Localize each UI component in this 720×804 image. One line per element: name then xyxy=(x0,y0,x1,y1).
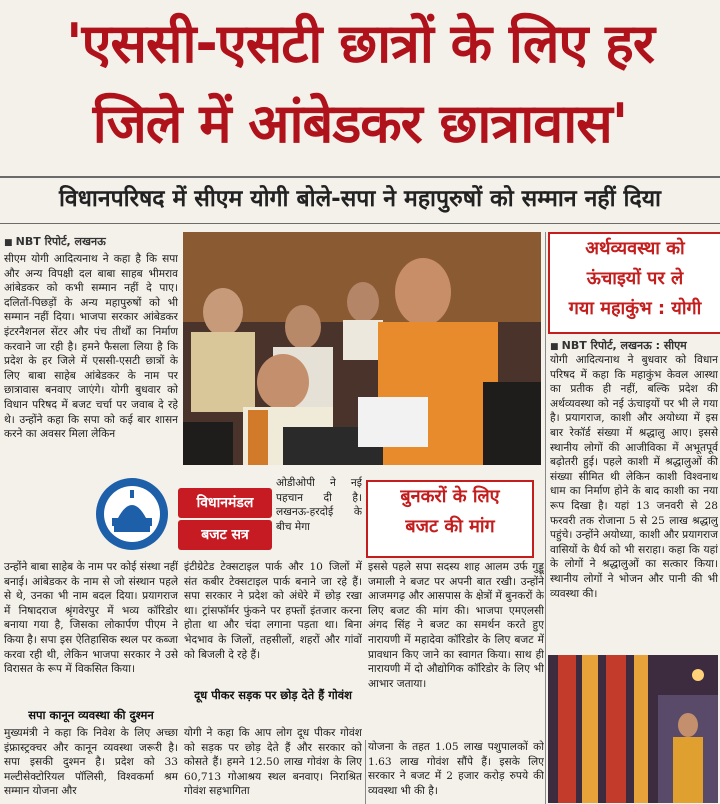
divider xyxy=(545,232,546,804)
article-text: योगी आदित्यनाथ ने बुधवार को विधान परिषद में कहा कि महाकुंभ केवल आस्था का प्रतीक ही नहीं, बल्कि प्रदेश की अर्थव्यवस्था को नई ऊंचाइयों पर भी ले गया है। प्रयागराज, काशी और अयोध्या में इस बार रेकॉर्ड संख्या में श्रद्धालु आए। इससे स्थानीय लोगों की आजीविका में अभूतपूर्व बढ़ोतरी हुई। पहले काशी में श्रद्धालुओं की संख्या सीमित थी लेकिन काशी विश्वनाथ धाम का निर्माण होने के बाद काशी का नया रूप दिखा है। यहां 13 जनवरी से 28 फरवरी तक रोजाना 5 से 25 लाख श्रद्धालु पहुंचे। उन्होंने अयोध्या, काशी और प्रयागराज वासियों के धैर्य को भी सराहा। कहा कि यहां के लोगों ने श्रद्धालुओं का सत्कार किया। स्थानीय लोगों ने भोजन और पानी की भी व्यवस्था की। xyxy=(550,354,718,600)
mahakumbh-illustration xyxy=(548,655,718,803)
sidebar-title-box xyxy=(548,232,720,334)
article-text: योगी ने कहा कि आप लोग दूध पीकर गोवंश को सड़क पर छोड़ देते हैं और सरकार को कोसते हैं। हमने 12.50 लाख गोवंश के लिए 60,713 गोआश्रय स्थल बनवाए। निराश्रित गोवंश सहभागिता xyxy=(184,727,362,798)
divider xyxy=(0,223,720,224)
cm-speaking-illustration xyxy=(183,232,541,465)
article-col1-bottom xyxy=(4,560,178,710)
weavers-title-line-2: बजट की मांग xyxy=(405,516,495,537)
weavers-title-line-1: बुनकरों के लिए xyxy=(400,486,500,507)
cm-speaking-photo xyxy=(183,232,541,465)
article-text: योजना के तहत 1.05 लाख पशुपालकों को 1.63 लाख गोवंश सौंपे हैं। इसके लिए सरकार ने बजट में 2 हजार करोड़ रुपये की व्यवस्था भी की है। xyxy=(368,741,544,797)
divider xyxy=(0,176,720,178)
article-text: मुख्यमंत्री ने कहा कि निवेश के लिए अच्छा इंफ्रास्ट्रक्चर और कानून व्यवस्था जरूरी है। सपा इसकी दुश्मन है। प्रदेश को 33 मल्टीसेक्टोरियल पॉलिसी, विश्वकर्मा श्रम सम्मान योजना और xyxy=(4,727,178,798)
main-byline: ■ NBT रिपोर्ट, लखनऊ xyxy=(4,234,106,249)
article-col1-top xyxy=(4,252,178,474)
headline-line-1: 'एससी-एसटी छात्रों के लिए हर xyxy=(66,12,654,75)
sidebar-body xyxy=(550,353,718,651)
vidhan-sabha-logo xyxy=(92,476,172,552)
headline xyxy=(0,0,720,170)
col1-subhead: सपा कानून व्यवस्था की दुश्मन xyxy=(28,708,154,722)
sidebar-title-line-1: अर्थव्यवस्था को xyxy=(585,238,685,259)
sidebar-title-line-3: गया महाकुंभ : योगी xyxy=(568,298,702,319)
article-text: ओडीओपी ने नई पहचान दी है। लखनऊ-हरदोई के बीच मेगा xyxy=(276,477,362,533)
session-tag-1: विधानमंडल xyxy=(178,488,272,518)
weavers-budget-box xyxy=(366,480,534,558)
headline-line-2: जिले में आंबेडकर छात्रावास' xyxy=(92,92,628,155)
sidebar-byline: ■ NBT रिपोर्ट, लखनऊ : सीएम xyxy=(550,338,687,353)
article-col3-tail xyxy=(368,740,544,804)
article-text: उन्होंने बाबा साहेब के नाम पर कोई संस्था नहीं बनाई। आंबेडकर के नाम से जो संस्थान पहले से थे, उनका भी नाम बदल दिया। प्रयागराज में निषादराज श्रृंगवेरपुर में भव्य कॉरिडोर बनाया गया है, जिसका लोकार्पण पीएम ने किया है। सपा इस ऐतिहासिक स्थल पर कब्जा करवा रही थी, लेकिन भाजपा सरकार ने उसे विरासत के रूप में विकसित किया। xyxy=(4,561,178,676)
sidebar-title-line-2: ऊंचाइयों पर ले xyxy=(586,268,684,289)
mahakumbh-photo xyxy=(548,655,718,803)
col2-subhead: दूध पीकर सड़क पर छोड़ देते हैं गोवंश xyxy=(194,688,352,702)
session-tag-2: बजट सत्र xyxy=(178,520,272,550)
article-text: सीएम योगी आदित्यनाथ ने कहा है कि सपा और अन्य विपक्षी दल बाबा साहब भीमराव आंबेडकर को कभी सम्मान नहीं दे पाए। दलितों-पिछड़ों के अन्य महापुरुषों को भी सम्मान नहीं दिया। भाजपा सरकार आंबेडकर इंटरनैशनल सेंटर और पंच तीर्थों का निर्माण करवाने जा रही है। हमने फैसला लिया है कि प्रदेश के हर जिले में एससी-एसटी छात्रों के लिए बाबा साहेब आंबेडकर के नाम पर छात्रावास बनवाए जाएंगे। योगी बुधवार को विधान परिषद में बजट चर्चा पर जवाब दे रहे थे। उन्होंने कहा कि सपा को कई बार शासन करने का अवसर मिला लेकिन xyxy=(4,253,178,441)
article-col3-body xyxy=(368,560,544,726)
divider xyxy=(365,740,366,804)
article-text: इससे पहले सपा सदस्य शाह आलम उर्फ गुड्डू जमाली ने बजट पर अपनी बात रखी। उन्होंने आजमगढ़ और आसपास के क्षेत्रों में बुनकरों के लिए बजट की मांग की। भाजपा एमएलसी अंगद सिंह ने बजट का समर्थन करते हुए नारायणी में महादेवा कॉरिडोर के लिए बजट में प्रावधान किए जाने का स्वागत किया। साथ ही नारायणी में दो औद्योगिक कॉरिडोर के लिए भी आभार जताया। xyxy=(368,561,544,690)
article-col2-tail xyxy=(184,726,362,804)
deck-subheadline: विधानपरिषद में सीएम योगी बोले-सपा ने महापुरुषों को सम्मान नहीं दिया xyxy=(58,186,662,212)
article-text: इंटीग्रेटेड टेक्सटाइल पार्क और 10 जिलों में संत कबीर टेक्सटाइल पार्क बनाने जा रहे हैं। सपा सरकार ने प्रदेश को अंधेरे में छोड़ रखा था। ट्रांसफॉर्मर फुंकने पर हफ्तों इंतजार करना होता था और चंदा लगाना पड़ता था। बिना भेदभाव के जिलों, तहसीलों, शहरों और गांवों को बिजली दे रहे हैं। xyxy=(184,561,362,661)
article-col2-top xyxy=(276,476,362,556)
article-col1-tail xyxy=(4,726,178,804)
article-col2-body xyxy=(184,560,362,680)
